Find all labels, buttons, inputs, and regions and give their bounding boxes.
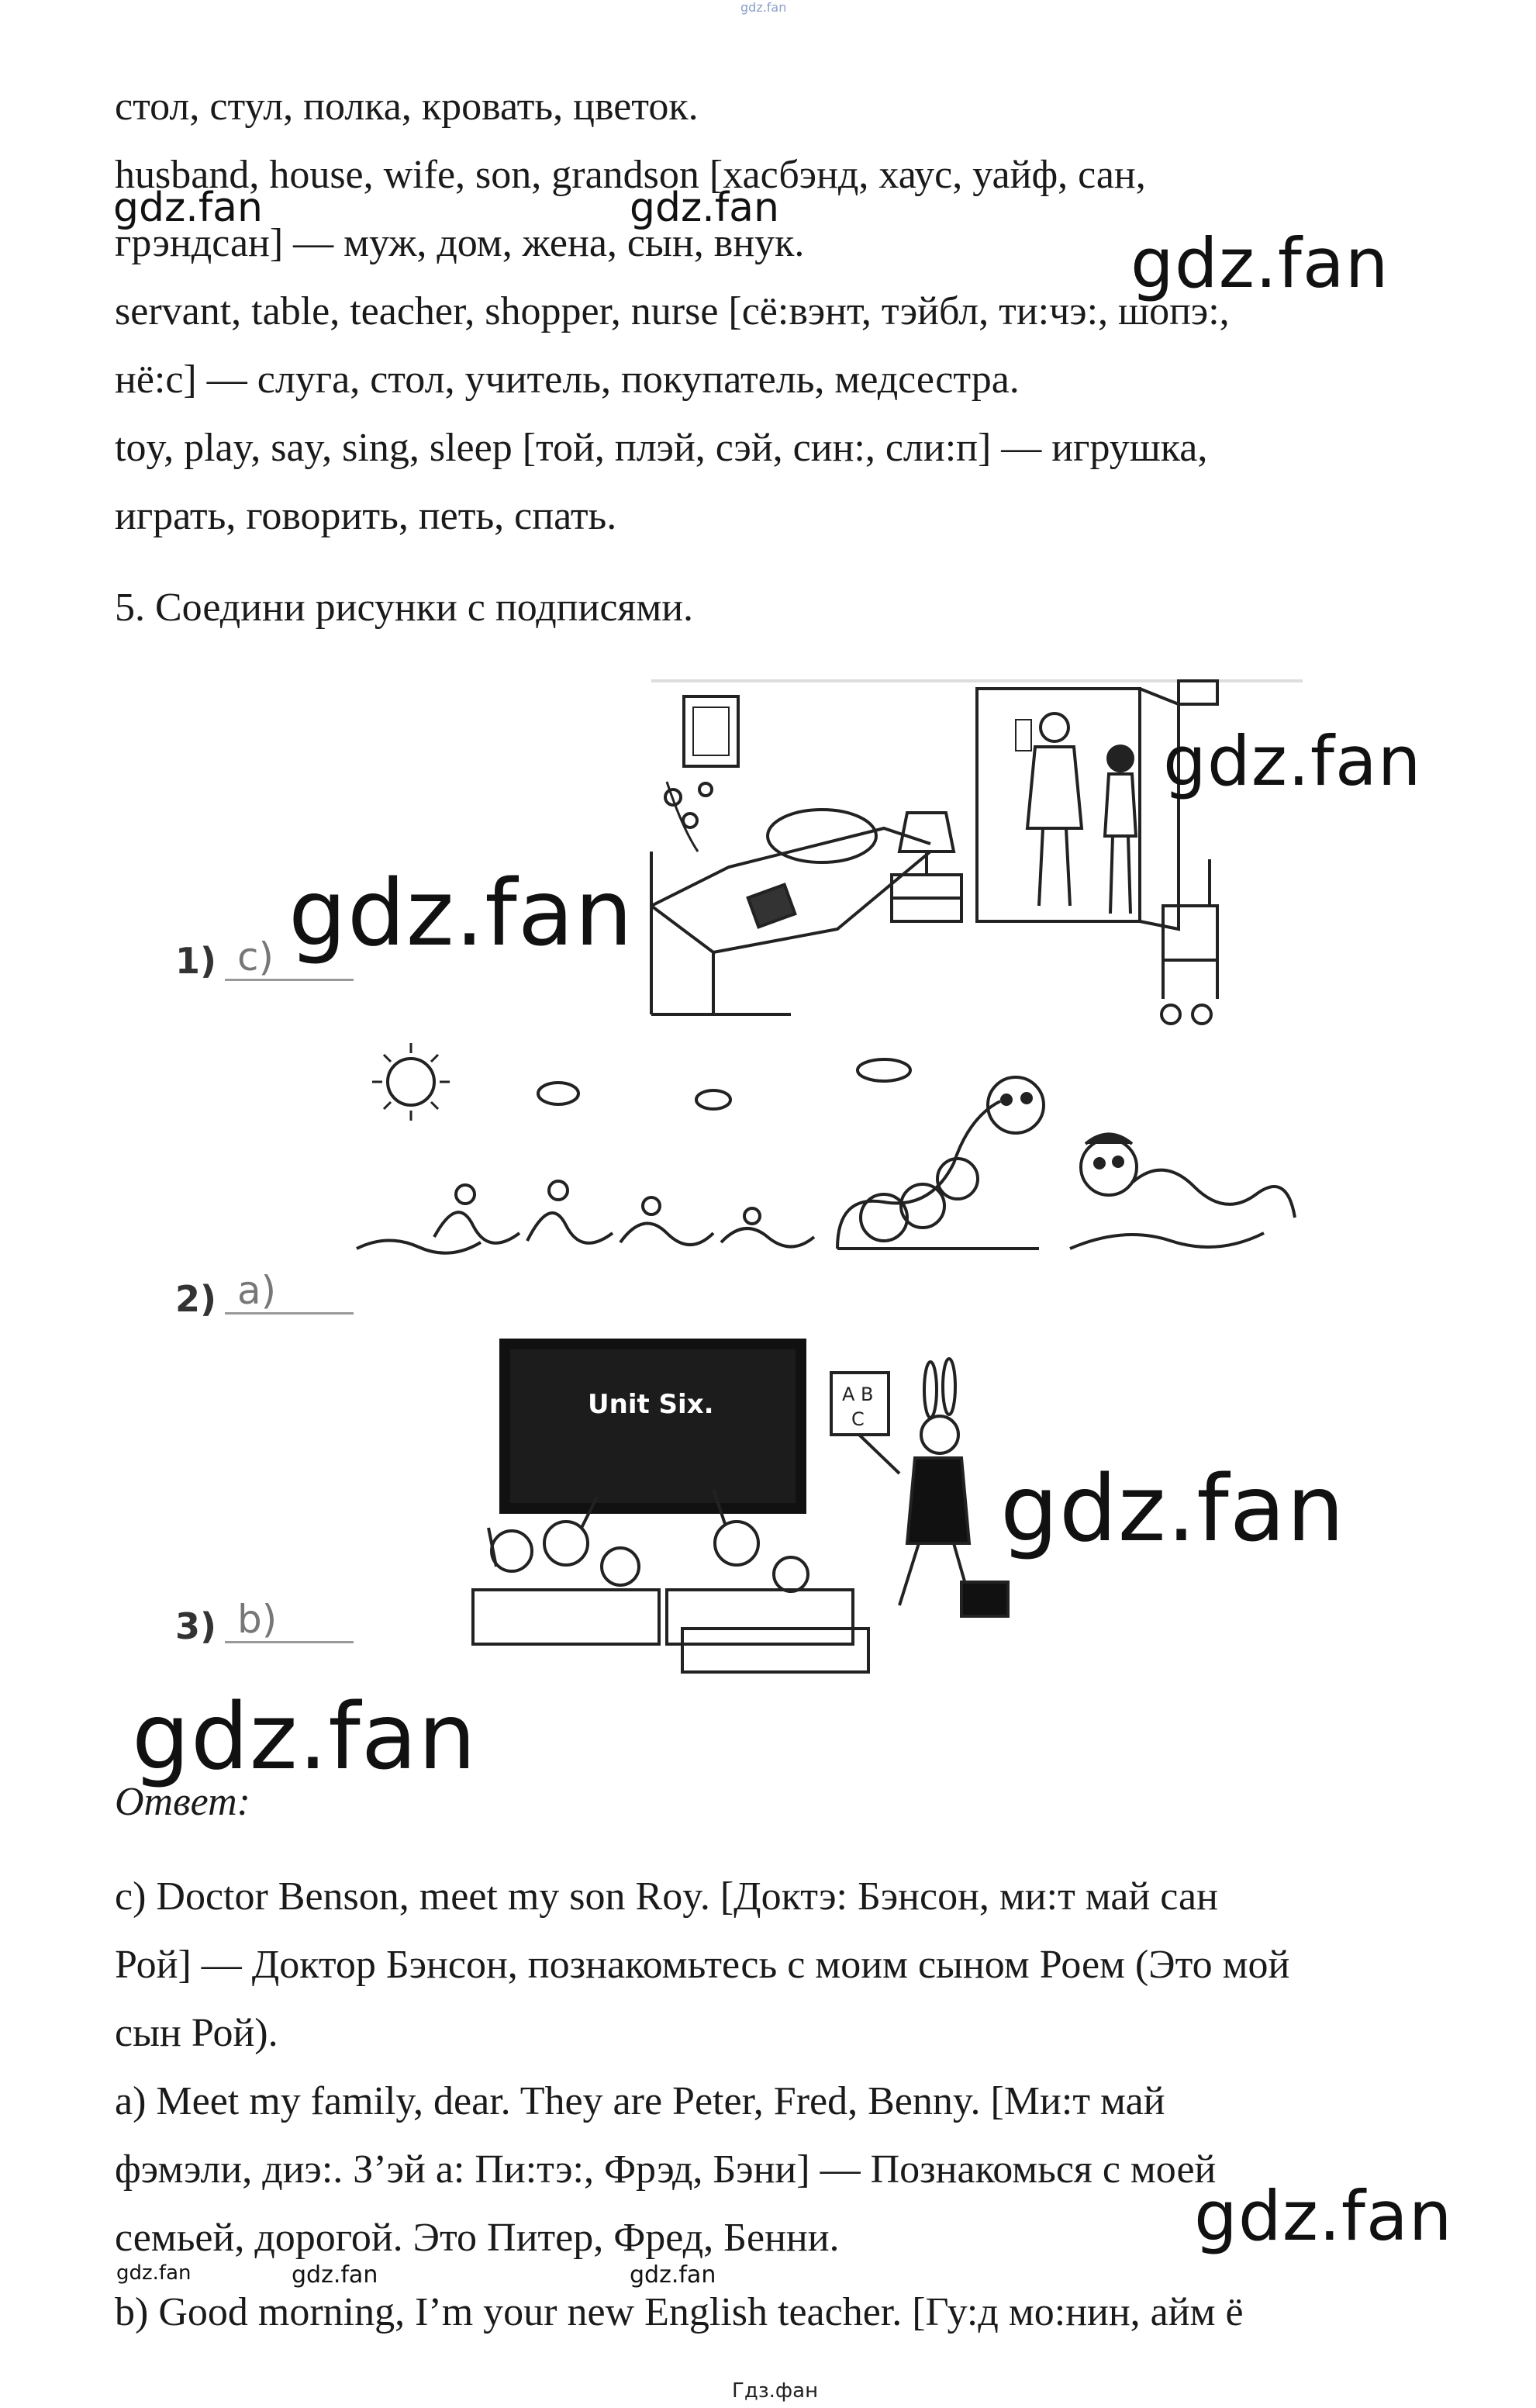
text-line-4: servant, table, teacher, shopper, nurse [сё:вэнт, тэйбл, ти:чэ:, шопэ:, bbox=[115, 289, 1230, 333]
watermark-large-5: gdz.fan bbox=[132, 1683, 477, 1790]
watermark-medium-1: gdz.fan bbox=[113, 185, 263, 231]
snake-drawing bbox=[341, 1039, 1303, 1280]
item-number-3: 3) bbox=[175, 1605, 217, 1647]
answer-line-6: семьей, дорогой. Это Питер, Фред, Бенни. bbox=[115, 2216, 840, 2260]
text-line-3: грэндсан] — муж, дом, жена, сын, внук. bbox=[115, 221, 805, 265]
watermark-medium-2: gdz.fan bbox=[630, 185, 779, 231]
footer-text: Гдз.фан bbox=[732, 2379, 819, 2403]
text-line-6: toy, play, say, sing, sleep [той, плэй, сэй, син:, сли:п] — игрушка, bbox=[115, 426, 1208, 470]
top-watermark: gdz.fan bbox=[740, 0, 787, 15]
snake-family-illustration bbox=[341, 1039, 1303, 1280]
text-line-5: нё:с] — слуга, стол, учитель, покупатель, медсестра. bbox=[115, 358, 1020, 402]
watermark-small-3: gdz.fan bbox=[630, 2261, 716, 2289]
item-number-2: 2) bbox=[175, 1278, 217, 1320]
text-line-1: стол, стул, полка, кровать, цветок. bbox=[115, 85, 699, 129]
watermark-small-2: gdz.fan bbox=[292, 2261, 378, 2289]
text-line-2: husband, house, wife, son, grandson [хасбэнд, хаус, уайф, сан, bbox=[115, 153, 1146, 197]
watermark-small-1: gdz.fan bbox=[116, 2261, 192, 2285]
answer-line-1: c) Doctor Benson, meet my son Roy. [Доктэ: Бэнсон, ми:т май сан bbox=[115, 1874, 1218, 1919]
item-answer-2: a) bbox=[225, 1269, 354, 1315]
text-line-7: играть, говорить, петь, спать. bbox=[115, 494, 617, 538]
abc-card-bottom: C bbox=[851, 1408, 865, 1430]
classroom-drawing bbox=[465, 1334, 1023, 1675]
item-number-1: 1) bbox=[175, 940, 217, 982]
answer-line-7: b) Good morning, I’m your new English teacher. [Гу:д мо:нин, айм ё bbox=[115, 2290, 1244, 2334]
watermark-large-6: gdz.fan bbox=[1194, 2176, 1453, 2256]
answer-line-4: a) Meet my family, dear. They are Peter, Fred, Benny. [Ми:т май bbox=[115, 2079, 1165, 2123]
answer-line-3: сын Рой). bbox=[115, 2011, 278, 2055]
watermark-large-4: gdz.fan bbox=[1000, 1455, 1345, 1562]
answer-label: Ответ: bbox=[115, 1780, 250, 1824]
abc-card-top: A B bbox=[842, 1384, 874, 1405]
watermark-large-2: gdz.fan bbox=[1163, 721, 1422, 801]
watermark-large-1: gdz.fan bbox=[1130, 223, 1389, 303]
item-answer-1: c) bbox=[225, 935, 354, 981]
answer-line-2: Рой] — Доктор Бэнсон, познакомьтесь с моим сыном Роем (Это мой bbox=[115, 1943, 1290, 1987]
blackboard-text: Unit Six. bbox=[588, 1389, 714, 1420]
classroom-illustration bbox=[465, 1334, 1023, 1675]
task-title: 5. Соедини рисунки с подписями. bbox=[115, 586, 694, 630]
answer-line-5: фэмэли, диэ:. З’эй а: Пи:тэ:, Фрэд, Бэни] — Познакомься с моей bbox=[115, 2147, 1217, 2192]
watermark-large-3: gdz.fan bbox=[288, 859, 633, 966]
item-answer-3: b) bbox=[225, 1598, 354, 1643]
